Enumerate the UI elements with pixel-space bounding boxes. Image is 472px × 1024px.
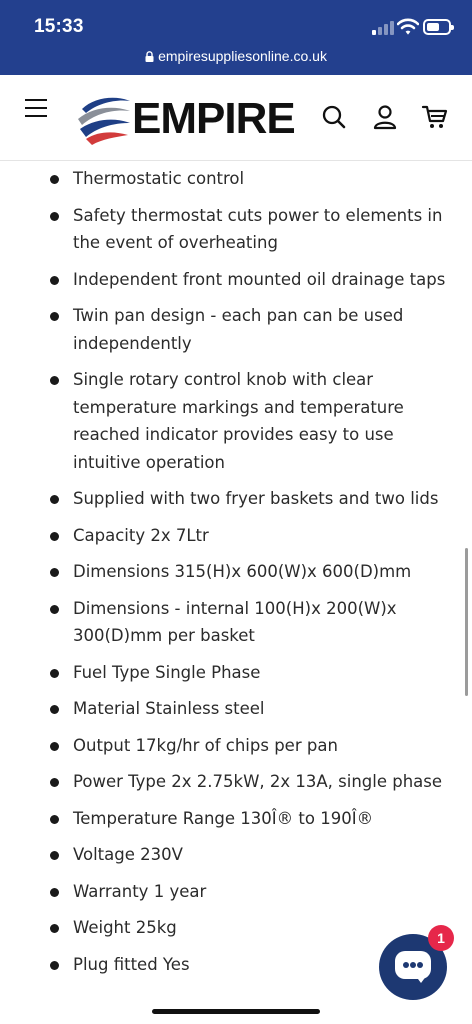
bullet-icon — [50, 532, 59, 541]
brand-name: EMPIRE — [132, 94, 295, 143]
bullet-icon — [50, 312, 59, 321]
list-item-text: Twin pan design - each pan can be used independently — [73, 306, 404, 353]
list-item — [0, 805, 472, 833]
list-item — [0, 695, 472, 723]
menu-icon[interactable] — [25, 99, 47, 119]
status-bar — [0, 0, 472, 75]
status-time: 15:33 — [34, 16, 84, 37]
logo-swoosh-icon — [76, 93, 132, 145]
address-bar[interactable] — [0, 48, 472, 64]
bullet-icon — [50, 851, 59, 860]
cart-icon[interactable] — [421, 103, 449, 131]
list-item-text: Dimensions - internal 100(H)x 200(W)x 300(D)mm per basket — [73, 598, 397, 645]
list-item — [0, 366, 472, 476]
signal-icon — [372, 21, 394, 35]
list-item — [0, 659, 472, 687]
home-indicator[interactable] — [152, 1009, 320, 1014]
wifi-icon — [397, 18, 419, 36]
list-item — [0, 202, 472, 257]
bullet-icon — [50, 568, 59, 577]
list-item — [0, 768, 472, 796]
brand-logo[interactable] — [76, 93, 308, 145]
bullet-icon — [50, 605, 59, 614]
lock-icon — [145, 51, 154, 62]
bullet-icon — [50, 175, 59, 184]
feature-list — [0, 163, 472, 987]
battery-icon — [423, 19, 451, 35]
bullet-icon — [50, 924, 59, 933]
list-item — [0, 266, 472, 294]
list-item-text: Power Type 2x 2.75kW, 2x 13A, single phase — [73, 772, 443, 791]
list-item-text: Fuel Type Single Phase — [73, 662, 261, 682]
site-header — [0, 75, 472, 161]
list-item-text: Temperature Range 130Î® to 190Î® — [73, 808, 374, 828]
list-item-text: Thermostatic control — [73, 169, 245, 188]
list-item-text: Capacity 2x 7Ltr — [73, 525, 209, 545]
bullet-icon — [50, 778, 59, 787]
bullet-icon — [50, 212, 59, 221]
chat-icon — [395, 951, 431, 979]
bullet-icon — [50, 495, 59, 504]
url-text: empiresuppliesonline.co.uk — [158, 48, 327, 64]
list-item — [0, 302, 472, 357]
list-item — [0, 522, 472, 550]
list-item — [0, 732, 472, 760]
list-item-text: Independent front mounted oil drainage taps — [73, 269, 446, 289]
list-item — [0, 841, 472, 869]
account-icon[interactable] — [371, 103, 399, 131]
bullet-icon — [50, 815, 59, 824]
list-item-text: Material Stainless steel — [73, 699, 265, 718]
list-item-text: Warranty 1 year — [73, 881, 207, 901]
list-item — [0, 558, 472, 586]
bullet-icon — [50, 742, 59, 751]
bullet-icon — [50, 705, 59, 714]
list-item-text: Plug fitted Yes — [73, 954, 190, 974]
list-item — [0, 165, 472, 193]
list-item-text: Voltage 230V — [73, 845, 183, 864]
list-item — [0, 595, 472, 650]
list-item — [0, 878, 472, 906]
list-item-text: Single rotary control knob with clear temperature markings and temperature reached indicator provides easy to use intuitive operation — [73, 370, 404, 472]
bullet-icon — [50, 888, 59, 897]
list-item-text: Supplied with two fryer baskets and two lids — [73, 489, 439, 508]
bullet-icon — [50, 961, 59, 970]
bullet-icon — [50, 276, 59, 285]
list-item — [0, 485, 472, 513]
scrollbar[interactable] — [465, 548, 468, 696]
list-item-text: Weight 25kg — [73, 918, 177, 937]
list-item-text: Dimensions 315(H)x 600(W)x 600(D)mm — [73, 562, 412, 581]
bullet-icon — [50, 376, 59, 385]
list-item-text: Output 17kg/hr of chips per pan — [73, 735, 338, 755]
search-icon[interactable] — [320, 103, 348, 131]
bullet-icon — [50, 669, 59, 678]
list-item-text: Safety thermostat cuts power to elements in the event of overheating — [73, 205, 443, 252]
notification-badge: 1 — [428, 925, 454, 951]
